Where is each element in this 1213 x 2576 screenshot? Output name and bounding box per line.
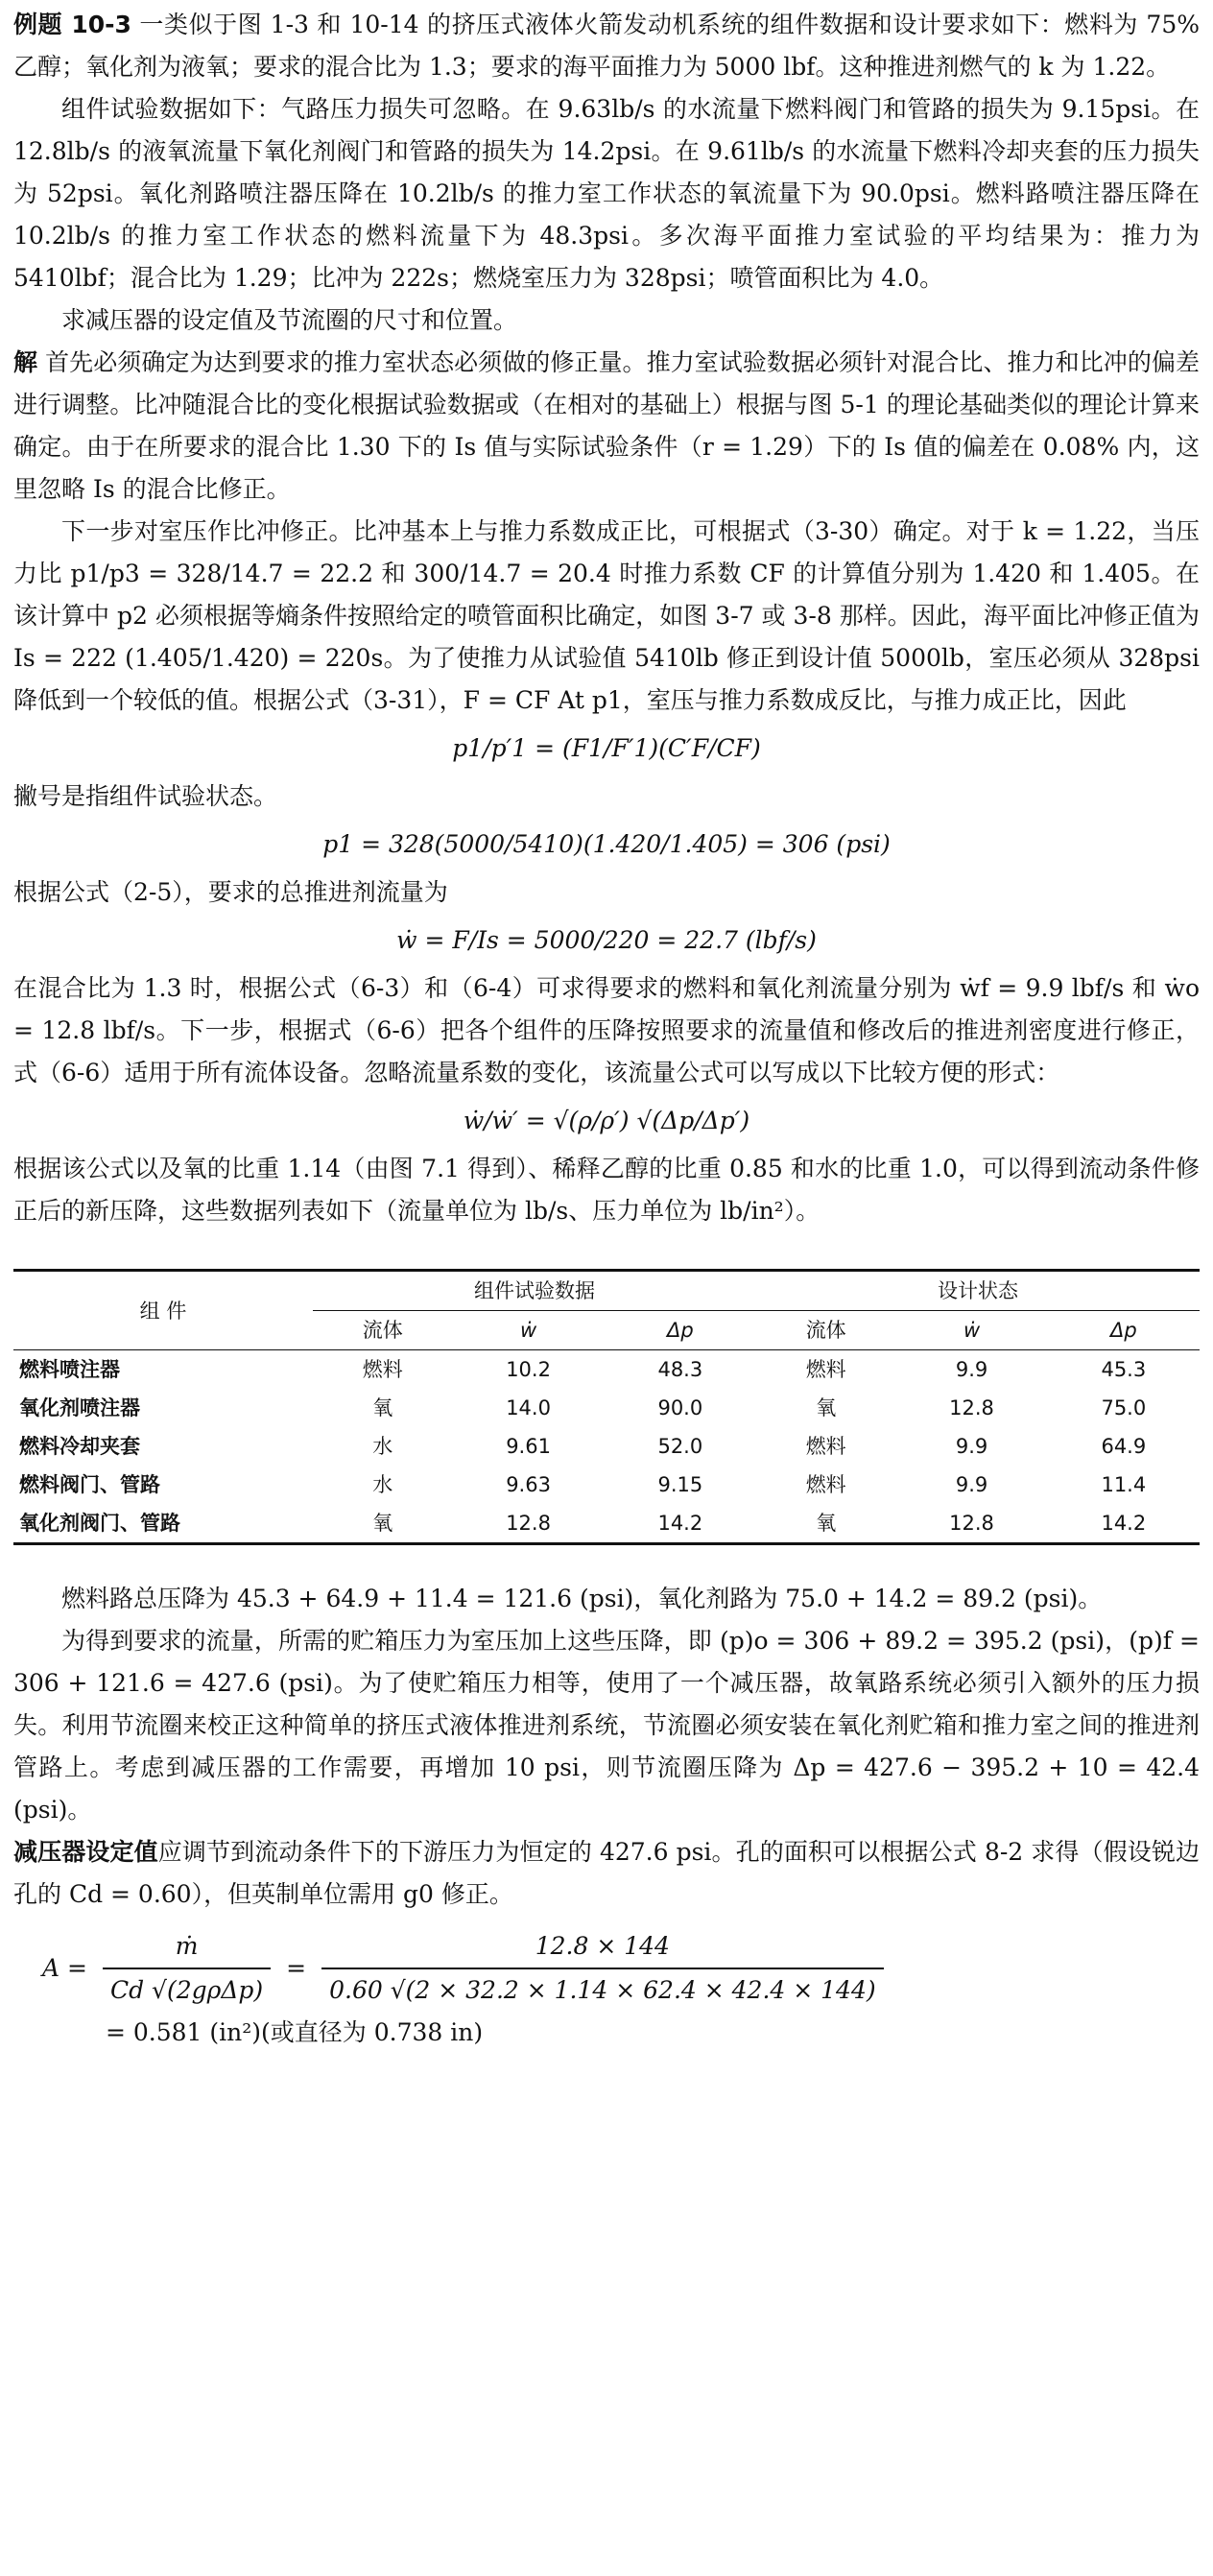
table-header-design-flow: ẇ (895, 1311, 1047, 1350)
table-cell-component: 燃料冷却夹套 (19, 1435, 140, 1458)
solution-paragraph-5: 根据该公式以及氧的比重 1.14（由图 7.1 得到）、稀释乙醇的比重 0.85 和水的比重 1.0，可以得到流动条件修正后的新压降，这些数据列表如下（流量单位为 lb/s、压力单位为 lb/in²）。 (13, 1155, 1200, 1225)
area-fraction-symbolic (103, 1925, 271, 2012)
table-cell: 9.63 (506, 1473, 551, 1496)
table-cell: 10.2 (506, 1358, 551, 1381)
area-denominator-symbolic: Cd √(2gρΔp) (109, 1976, 264, 2004)
question-paragraph: 求减压器的设定值及节流圈的尺寸和位置。 (61, 306, 518, 334)
table-cell: 90.0 (657, 1396, 703, 1419)
area-lhs: A = (42, 1954, 87, 1982)
table-header-component: 组 件 (13, 1271, 313, 1350)
table-cell: 氧 (816, 1396, 837, 1419)
table-header-design-group: 设计状态 (756, 1271, 1200, 1311)
table-cell: 64.9 (1101, 1435, 1147, 1458)
solution-paragraph-1 (13, 342, 1200, 511)
table-cell-component: 氧化剂阀门、管路 (13, 1504, 313, 1544)
table-cell: 水 (372, 1473, 393, 1496)
regulator-setting-label: 减压器设定值 (13, 1838, 158, 1866)
equation-flow-ratio: ẇ/ẇ′ = √(ρ/ρ′) √(Δp/Δp′) (463, 1107, 750, 1134)
table-cell: 燃料 (362, 1358, 403, 1381)
table-cell: 11.4 (1101, 1473, 1147, 1496)
area-denominator-numeric: 0.60 √(2 × 32.2 × 1.14 × 62.4 × 42.4 × 144) (329, 1976, 876, 2004)
table-cell: 燃料 (805, 1473, 846, 1496)
pressure-drop-table (13, 1269, 1200, 1545)
problem-statement (13, 4, 1200, 88)
table-cell: 12.8 (895, 1504, 1047, 1544)
table-row (13, 1389, 1200, 1427)
table-cell: 燃料 (805, 1435, 846, 1458)
area-fraction-numeric (321, 1925, 884, 2012)
prime-note: 撇号是指组件试验状态。 (13, 782, 278, 810)
table-cell-component: 燃料喷注器 (19, 1358, 120, 1381)
table-cell: 氧 (756, 1504, 895, 1544)
table-header-test-fluid: 流体 (313, 1311, 452, 1350)
equation-total-flow: ẇ = F/Is = 5000/220 = 22.7 (lbf/s) (396, 926, 817, 954)
equation-pressure-ratio: p1/p′1 = (F1/F′1)(C′F/CF) (452, 734, 761, 762)
orifice-area-equation (13, 1925, 1200, 2012)
table-cell: 9.61 (506, 1435, 551, 1458)
table-row (13, 1466, 1200, 1504)
table-cell: 75.0 (1101, 1396, 1147, 1419)
table-cell: 9.9 (955, 1358, 988, 1381)
table-cell-component: 氧化剂喷注器 (19, 1396, 140, 1419)
table-header-design-dp: Δp (1048, 1311, 1200, 1350)
problem-heading: 例题 10-3 (13, 11, 131, 38)
table-cell: 12.8 (949, 1396, 994, 1419)
table-cell: 水 (372, 1435, 393, 1458)
table-row (13, 1504, 1200, 1544)
test-data-paragraph: 组件试验数据如下：气路压力损失可忽略。在 9.63lb/s 的水流量下燃料阀门和管路的损失为 9.15psi。在 12.8lb/s 的液氧流量下氧化剂阀门和管路的损失为 14.2psi。在 9.61lb/s 的水流量下燃料冷却夹套的压力损失为 52psi。氧化剂路喷注器压降在 10.2lb/s 的推力室工作状态的氧流量下为 90.0psi。燃料路喷注器压降在 10.2lb/s 的推力室工作状态的燃料流量下为 48.3psi。多次海平面推力室试验的平均结果为：推力为 5410lbf；混合比为 1.29；比冲为 222s；燃烧室压力为 328psi；喷管面积比为 4.0。 (13, 95, 1200, 292)
table-cell: 氧 (313, 1504, 452, 1544)
area-equals: = (286, 1954, 307, 1982)
solution-label: 解 (13, 348, 38, 376)
table-header-design-fluid: 流体 (756, 1311, 895, 1350)
table-header-test-flow: ẇ (452, 1311, 604, 1350)
table-cell: 燃料 (805, 1358, 846, 1381)
regulator-setting-paragraph (13, 1831, 1200, 1916)
table-cell: 12.8 (452, 1504, 604, 1544)
table-cell: 14.2 (605, 1504, 756, 1544)
table-cell: 9.15 (657, 1473, 703, 1496)
regulator-setting-text: 应调节到流动条件下的下游压力为恒定的 427.6 psi。孔的面积可以根据公式 8-2 求得（假设锐边孔的 Cd = 0.60），但英制单位需用 g0 修正。 (13, 1838, 1200, 1908)
table-cell: 9.9 (955, 1435, 988, 1458)
table-row (13, 1427, 1200, 1466)
table-header-test-group: 组件试验数据 (313, 1271, 756, 1311)
total-pressure-drop-paragraph: 燃料路总压降为 45.3 + 64.9 + 11.4 = 121.6 (psi)，氧化剂路为 75.0 + 14.2 = 89.2 (psi)。 (61, 1585, 1103, 1612)
table-cell: 14.2 (1048, 1504, 1200, 1544)
area-numerator-symbolic: ṁ (103, 1925, 271, 1969)
table-cell: 氧 (372, 1396, 393, 1419)
area-numerator-numeric: 12.8 × 144 (321, 1925, 884, 1969)
table-cell: 45.3 (1101, 1358, 1147, 1381)
table-cell: 48.3 (657, 1358, 703, 1381)
problem-statement-text: 一类似于图 1-3 和 10-14 的挤压式液体火箭发动机系统的组件数据和设计要求如下：燃料为 75% 乙醇；氧化剂为液氧；要求的混合比为 1.3；要求的海平面推力为 5000 lbf。这种推进剂燃气的 k 为 1.22。 (13, 11, 1201, 81)
table-row (13, 1350, 1200, 1390)
solution-paragraph-1-text: 首先必须确定为达到要求的推力室状态必须做的修正量。推力室试验数据必须针对混合比、推力和比冲的偏差进行调整。比冲随混合比的变化根据试验数据或（在相对的基础上）根据与图 5-1 的理论基础类似的理论计算来确定。由于在所要求的混合比 1.30 下的 Is 值与实际试验条件（r = 1.29）下的 Is 值的偏差在 0.08% 内，这里忽略 Is 的混合比修正。 (13, 348, 1200, 503)
solution-paragraph-4: 在混合比为 1.3 时，根据公式（6-3）和（6-4）可求得要求的燃料和氧化剂流量分别为 ẇf = 9.9 lbf/s 和 ẇo = 12.8 lbf/s。下一步，根据式（6-6）把各个组件的压降按照要求的流量值和修改后的推进剂密度进行修正，式（6-6）适用于所有流体设备。忽略流量系数的变化，该流量公式可以写成以下比较方便的形式： (13, 974, 1200, 1086)
table-header-test-dp: Δp (605, 1311, 756, 1350)
solution-paragraph-2: 下一步对室压作比冲修正。比冲基本上与推力系数成正比，可根据式（3-30）确定。对于 k = 1.22，当压力比 p1/p3 = 328/14.7 = 22.2 和 300/14.7 = 20.4 时推力系数 CF 的计算值分别为 1.420 和 1.405。在该计算中 p2 必须根据等熵条件按照给定的喷管面积比确定，如图 3-7 或 3-8 那样。因此，海平面比冲修正值为 Is = 222 (1.405/1.420) = 220s。为了使推力从试验值 5410lb 修正到设计值 5000lb，室压必须从 328psi 降低到一个较低的值。根据公式（3-31），F = CF At p1，室压与推力系数成反比，与推力成正比，因此 (13, 517, 1200, 714)
table-cell: 9.9 (955, 1473, 988, 1496)
table-cell: 52.0 (657, 1435, 703, 1458)
area-result: = 0.581 (in²)(或直径为 0.738 in) (106, 2018, 484, 2046)
tank-pressure-paragraph: 为得到要求的流量，所需的贮箱压力为室压加上这些压降，即 (p)o = 306 + 89.2 = 395.2 (psi)，(p)f = 306 + 121.6 = 427.6 (psi)。为了使贮箱压力相等，使用了一个减压器，故氧路系统必须引入额外的压力损失。利用节流圈来校正这种简单的挤压式液体推进剂系统，节流圈必须安装在氧化剂贮箱和推力室之间的推进剂管路上。考虑到减压器的工作需要，再增加 10 psi，则节流圈压降为 Δp = 427.6 − 395.2 + 10 = 42.4 (psi)。 (13, 1627, 1200, 1824)
equation-chamber-pressure: p1 = 328(5000/5410)(1.420/1.405) = 306 (psi) (322, 830, 891, 858)
table-cell: 14.0 (506, 1396, 551, 1419)
table-cell-component: 燃料阀门、管路 (19, 1473, 160, 1496)
solution-paragraph-3: 根据公式（2-5），要求的总推进剂流量为 (13, 878, 448, 906)
